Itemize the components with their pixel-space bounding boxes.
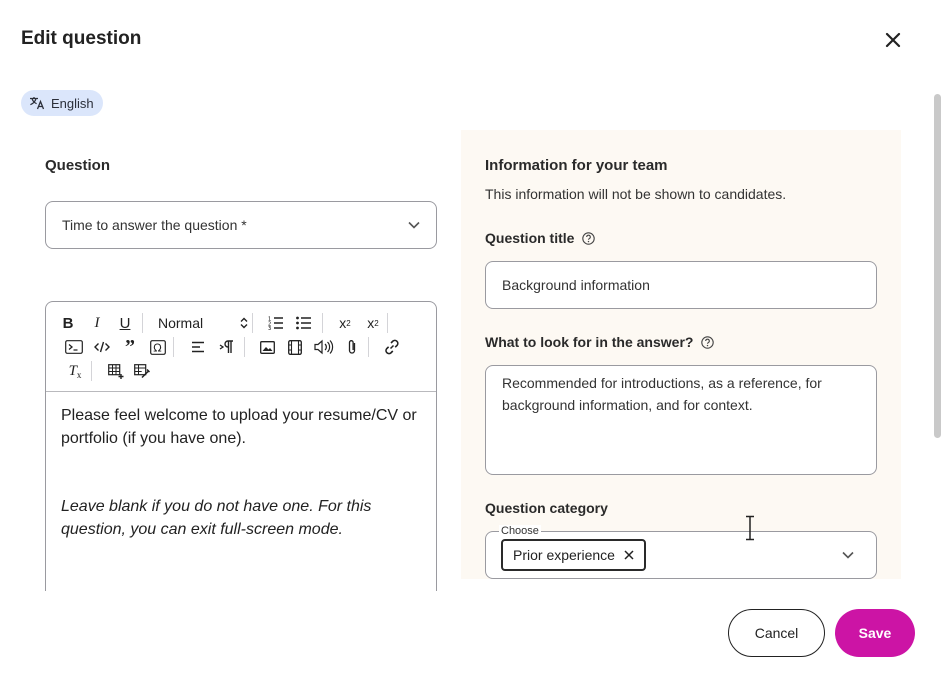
special-char-icon[interactable]: [149, 337, 167, 357]
text-cursor-icon: [743, 515, 757, 541]
insert-table-icon[interactable]: [107, 361, 125, 381]
close-button[interactable]: [880, 28, 906, 52]
save-button[interactable]: Save: [835, 609, 915, 657]
audio-icon[interactable]: [314, 337, 334, 357]
question-title-label: Question title: [485, 230, 595, 246]
code-block-icon[interactable]: [64, 337, 84, 357]
category-legend: Choose: [501, 525, 539, 537]
question-title-value: Background information: [502, 277, 650, 293]
look-for-value: Recommended for introductions, as a reference, for background information, and for context.: [502, 375, 822, 413]
editor-content[interactable]: [46, 392, 436, 553]
chevron-down-icon: [842, 551, 854, 559]
svg-text:2: 2: [268, 321, 272, 328]
team-info-subtitle: This information will not be shown to candidates.: [485, 186, 787, 202]
superscript-icon[interactable]: x 2: [367, 315, 379, 331]
svg-text:3: 3: [268, 326, 272, 330]
blockquote-icon[interactable]: ”: [125, 335, 135, 358]
question-title-input[interactable]: [485, 261, 877, 309]
team-info-panel: [461, 130, 901, 579]
question-section-label: Question: [45, 157, 111, 174]
look-for-textarea[interactable]: [485, 365, 877, 475]
question-editor[interactable]: [45, 301, 437, 591]
editor-paragraph: Please feel welcome to upload your resume/CV or portfolio (if you have one).: [61, 407, 417, 447]
category-label: Question category: [485, 500, 608, 516]
category-tag[interactable]: [501, 539, 646, 571]
attachment-icon[interactable]: [344, 337, 360, 357]
time-select-value: Time to answer the question *: [62, 217, 247, 233]
link-icon[interactable]: [383, 337, 401, 357]
time-to-answer-select[interactable]: [45, 201, 437, 249]
subscript-icon[interactable]: x 2: [339, 315, 351, 331]
remove-tag-icon[interactable]: [624, 550, 634, 560]
image-icon[interactable]: [258, 337, 276, 357]
chevron-down-icon: [408, 221, 420, 229]
svg-text:Ω: Ω: [153, 341, 162, 354]
clear-format-icon[interactable]: T x: [68, 362, 82, 380]
bold-icon[interactable]: B: [62, 314, 74, 332]
edit-table-icon[interactable]: [133, 361, 151, 381]
align-left-icon[interactable]: [189, 337, 207, 357]
language-label: English: [51, 95, 94, 111]
language-chip[interactable]: [21, 90, 103, 116]
category-tag-label: Prior experience: [513, 547, 615, 563]
modal-title: Edit question: [21, 28, 142, 49]
editor-italic-paragraph: Leave blank if you do not have one. For this question, you can exit full-screen mode.: [61, 498, 372, 538]
scrollbar[interactable]: [934, 94, 941, 438]
italic-icon[interactable]: I: [94, 314, 100, 331]
close-icon[interactable]: [885, 32, 901, 48]
help-icon[interactable]: [701, 336, 714, 349]
format-value: Normal: [158, 315, 204, 331]
team-info-title: Information for your team: [485, 157, 668, 174]
help-icon[interactable]: [582, 232, 595, 245]
format-select[interactable]: [158, 313, 248, 333]
up-down-icon: [240, 317, 248, 329]
paragraph-direction-icon[interactable]: [218, 337, 236, 357]
look-for-label: What to look for in the answer?: [485, 334, 714, 350]
svg-text:1: 1: [268, 316, 272, 323]
bullet-list-icon[interactable]: [295, 313, 313, 333]
video-icon[interactable]: [286, 337, 304, 357]
code-icon[interactable]: [93, 337, 111, 357]
ordered-list-icon[interactable]: [267, 313, 285, 333]
translate-icon: [29, 96, 45, 110]
editor-toolbar: [46, 302, 436, 392]
cancel-button[interactable]: Cancel: [728, 609, 825, 657]
underline-icon[interactable]: U: [119, 314, 131, 332]
